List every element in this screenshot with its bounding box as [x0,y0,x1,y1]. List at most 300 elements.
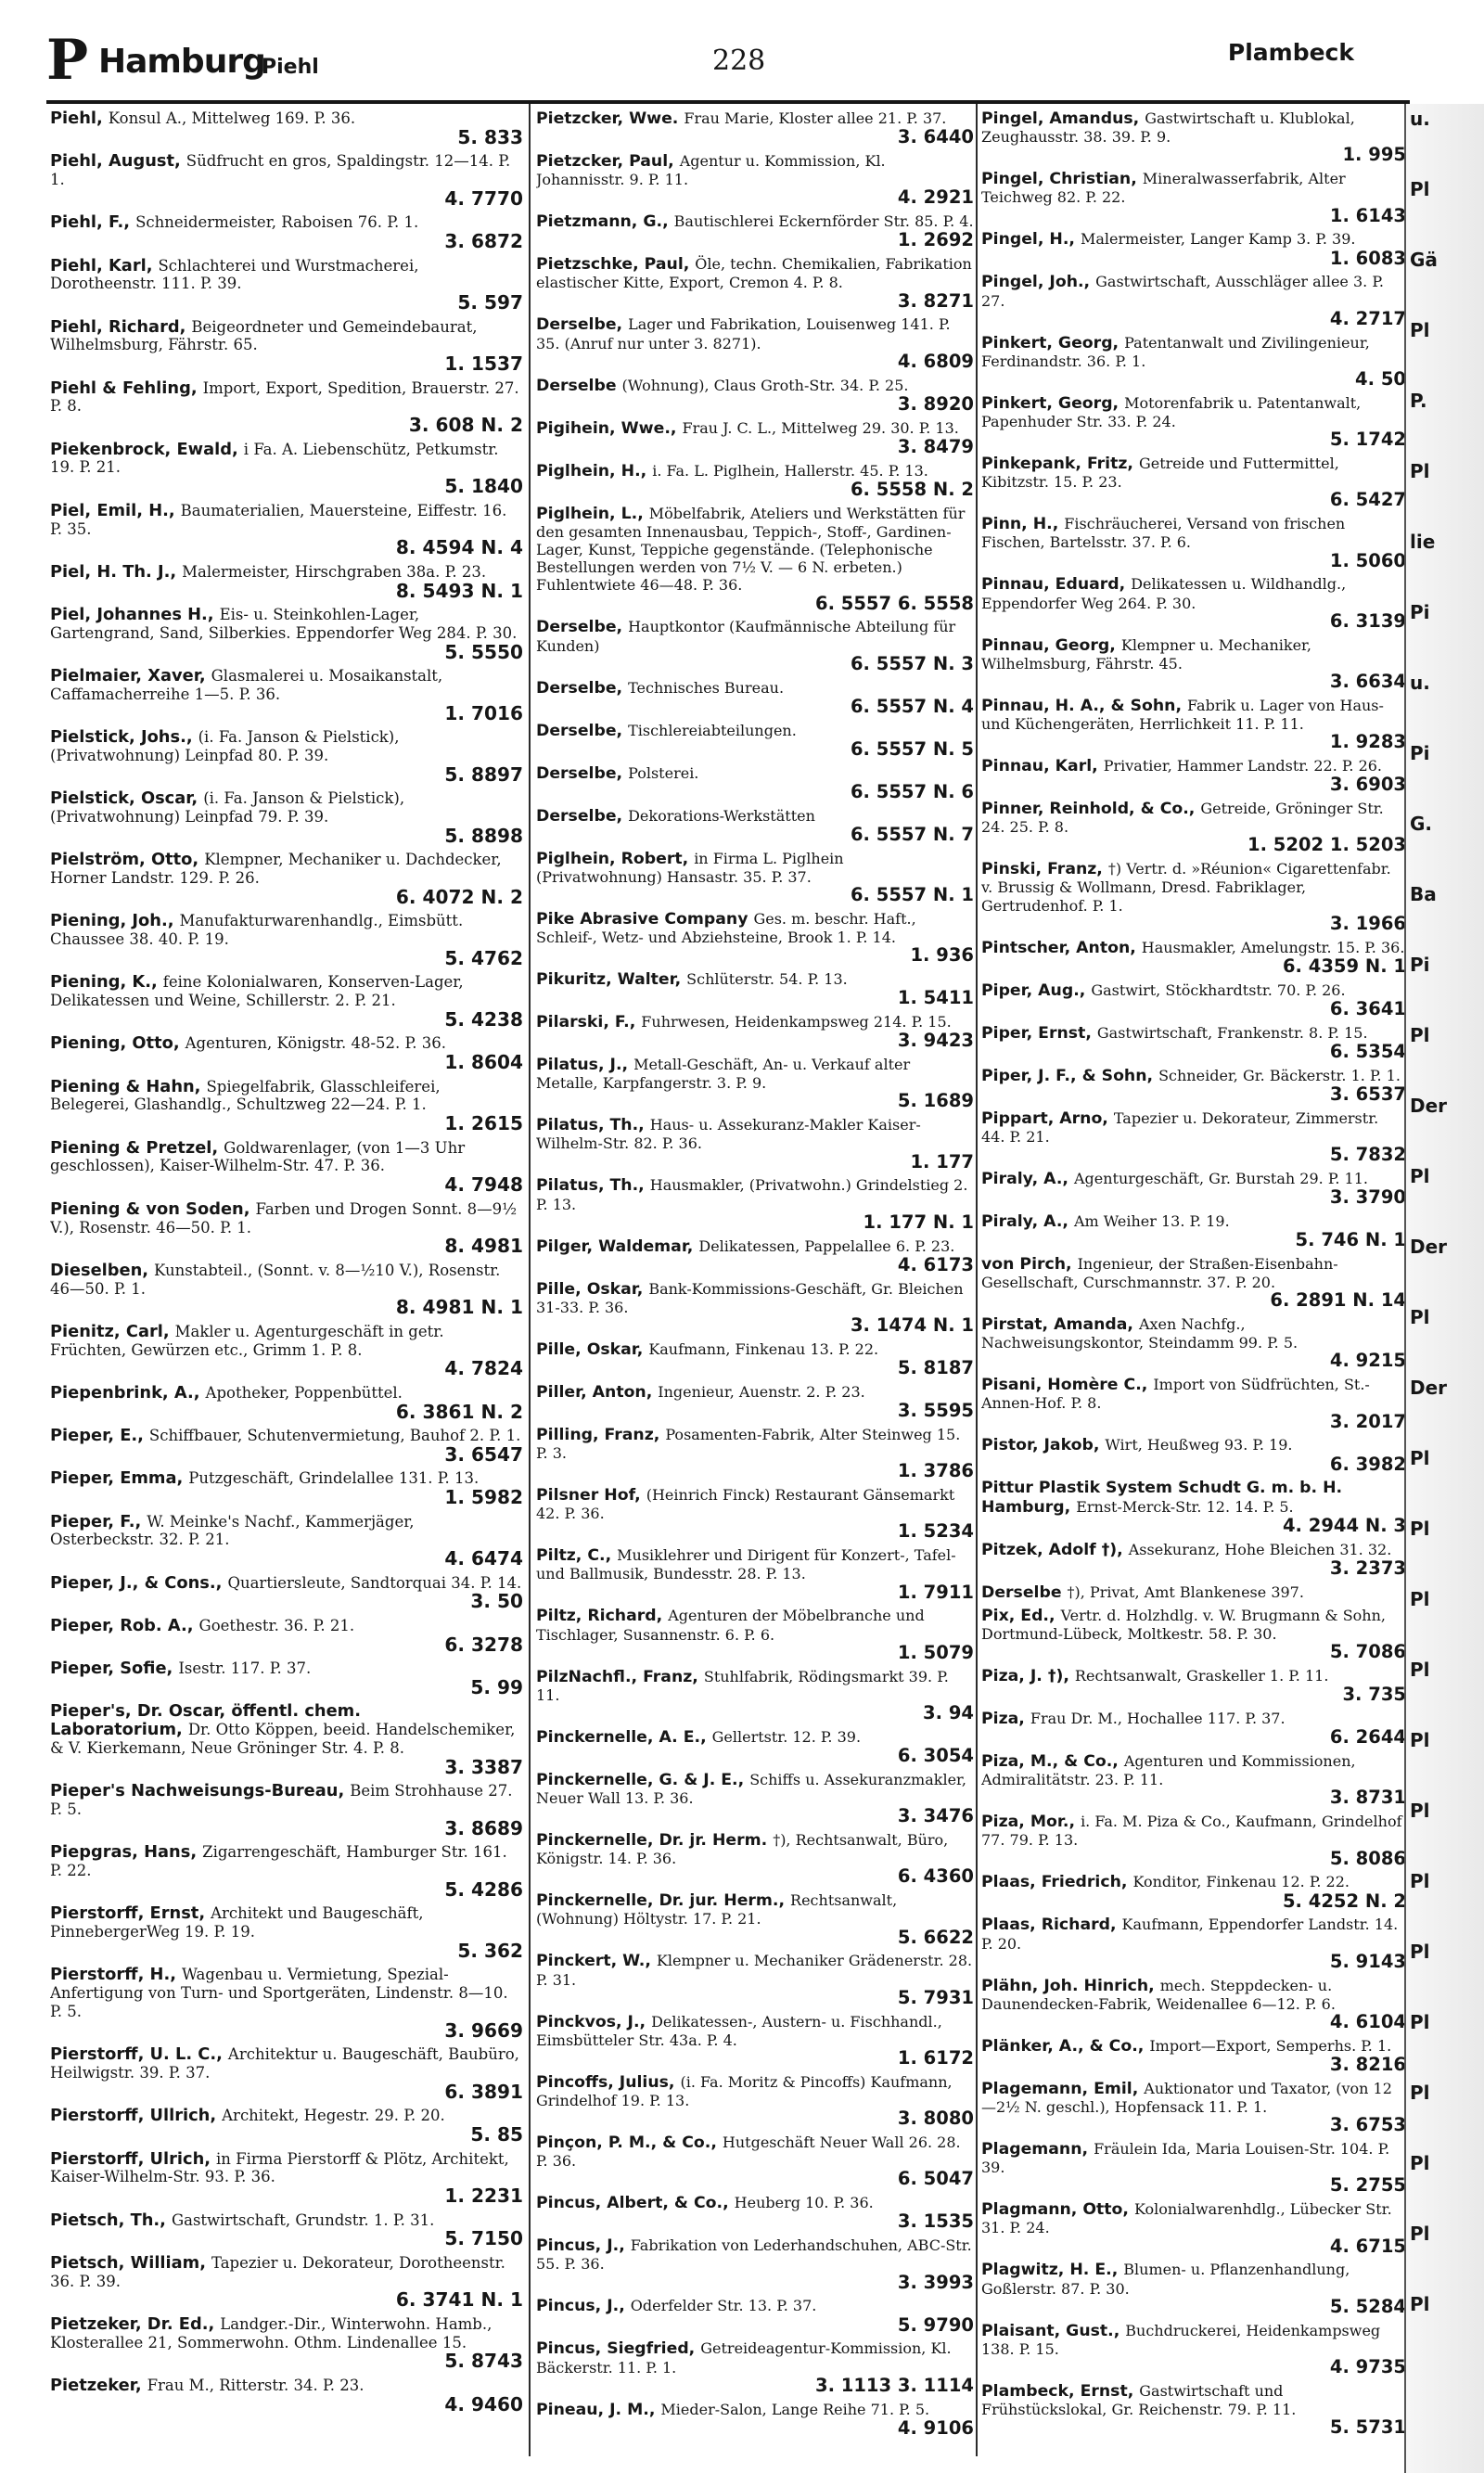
entry-phone-number: 8. 4594 N. 4 [395,536,523,559]
entry-phone-number: 5. 7832 [1329,1144,1406,1166]
entry-name: Pilger, Waldemar, [536,1236,694,1256]
directory-entry [50,1384,523,1422]
directory-entry [536,377,974,415]
entry-details: Goethestr. 36. P. 21. [198,1616,355,1634]
directory-entry [981,1109,1406,1165]
entry-name: Pinckernelle, Dr. jur. Herm., [536,1891,786,1911]
entry-details: Hauptkontor (Kaufmännische Abteilung für Kunden) [536,618,956,655]
directory-entry [50,441,523,497]
entry-phone-number: 8. 4981 N. 1 [395,1296,523,1319]
edge-fragment: Pi [1410,601,1430,623]
entry-details: Möbelfabrik, Ateliers und Werkstätten für den gesamten Innenausbau, Teppich-, Stoff-, Gardinen-Lager, Kunst, Teppiche gegenstände. (Telephonische Bestellungen werden von 7½ V. — 6 N. erbeten.) Fuhlentwiete 46—48. P. 36. [536,504,966,595]
entry-name: Piepenbrink, A., [50,1382,200,1403]
directory-entry [50,502,523,558]
entry-details: Musiklehrer und Dirigent für Konzert-, Tafel- und Ballmusik, Bundesstr. 28. P. 13. [536,1546,956,1583]
entry-details: Polsterei. [628,763,699,782]
entry-name: Piening, K., [50,972,158,993]
directory-entry [50,1200,523,1257]
adjacent-page-sheet [1406,104,1484,2473]
directory-entry [536,1280,974,1336]
entry-phone-number: 3. 3993 [897,2271,974,2293]
entry-phone-number: 5. 746 N. 1 [1295,1229,1406,1251]
entry-phone-number: 1. 5234 [897,1520,974,1543]
entry-name: Piekenbrock, Ewald, [50,439,238,459]
entry-details: Frau J. C. L., Mittelweg 29. 30. P. 13. [682,418,959,437]
entry-phone-number: 4. 6715 [1329,2235,1406,2257]
entry-name: Pittur Plastik System Schudt G. m. b. H. Hamburg, [981,1479,1343,1517]
entry-name: Pinski, Franz, [981,860,1103,879]
entry-details: Am Weiher 13. P. 19. [1073,1211,1230,1230]
entry-details: Bank-Kommissions-Geschäft, Gr. Bleichen 31-33. P. 36. [536,1279,964,1316]
entry-details: Klempner, Mechaniker u. Dachdecker, Horner Landstr. 129. P. 26. [50,851,502,888]
entry-details: Import, Export, Spedition, Brauerstr. 27. P. 8. [50,378,519,416]
directory-entry [50,1617,523,1655]
entry-details: Tischlereiabteilungen. [628,721,797,739]
entry-name: Piper, Ernst, [981,1023,1092,1043]
directory-entry [50,1904,523,1961]
entry-name: Pierstorff, U. L. C., [50,2044,223,2065]
entry-details: Frau Dr. M., Hochallee 117. P. 37. [1030,1710,1286,1728]
entry-phone-number: 3. 8689 [444,1816,523,1839]
entry-details: Landger.-Dir., Winterwohn. Hamb., Klosterallee 21, Sommerwohn. Othm. Lindenallee 15. [50,2314,493,2351]
column-2 [536,109,974,2456]
edge-fragment: Pl [1410,2223,1430,2245]
entry-details: Spiegelfabrik, Glasschleiferei, Belegerei, Glashandlg., Schultzweg 22—24. P. 1. [50,1077,441,1114]
entry-details: Getreideagentur-Kommission, Kl. Bäckerstr. 11. P. 1. [536,2339,952,2377]
entry-name: Pinckernelle, Dr. jr. Herm. [536,1831,768,1851]
entry-phone-number: 3. 6440 [897,126,974,148]
directory-entry [536,1237,974,1275]
directory-entry [536,807,974,845]
entry-phone-number: 3. 8920 [897,392,974,415]
entry-name: Piza, Mor., [981,1813,1076,1832]
directory-entry [981,2080,1406,2135]
entry-name: Pirstat, Amanda, [981,1315,1133,1335]
edge-fragment: Der [1410,1095,1448,1117]
entry-phone-number: 6. 5557 N. 5 [850,737,974,760]
entry-phone-number: 3. 3476 [897,1805,974,1827]
entry-phone-number: 3. 6903 [1329,774,1406,796]
entry-details: Gastwirtschaft und Frühstückslokal, Gr. Reichenstr. 79. P. 11. [981,2381,1297,2419]
entry-name: Piglhein, Robert, [536,849,689,868]
directory-entry [981,860,1406,933]
entry-details: Agenturen und Kommissionen, Admiralitätstr. 23. P. 11. [981,1752,1356,1789]
entry-details: Gellertstr. 12. P. 39. [711,1727,862,1746]
entry-phone-number: 5. 4238 [444,1007,523,1031]
directory-entry [981,2037,1406,2075]
entry-details: Agenturen der Möbelbranche und Tischlager, Susannenstr. 6. P. 6. [536,1607,925,1644]
entry-details: Schlüterstr. 54. P. 13. [686,970,848,989]
entry-phone-number: 3. 3790 [1329,1186,1406,1209]
directory-entry [50,213,523,251]
directory-entry [50,2377,523,2415]
directory-entry [981,2140,1406,2196]
directory-entry [981,1436,1406,1474]
entry-name: Piza, M., & Co., [981,1752,1119,1772]
entry-name: Piel, H. Th. J., [50,561,177,582]
entry-phone-number: 1. 995 [1342,144,1406,166]
entry-details: Gastwirtschaft u. Klublokal, Zeughausstr. 38. 39. P. 9. [981,109,1355,147]
entry-details: Axen Nachfg., Nachweisungskontor, Steindamm 99. P. 5. [981,1315,1298,1352]
entry-phone-number: 5. 4762 [444,946,523,969]
entry-phone-number: 3. 6634 [1329,671,1406,693]
directory-entry [981,575,1406,631]
entry-name: Pix, Ed., [981,1606,1055,1625]
directory-entry [536,850,974,905]
directory-entry [50,1323,523,1379]
entry-phone-number: 3. 5595 [897,1400,974,1422]
entry-details: Heuberg 10. P. 36. [734,2194,874,2212]
entry-phone-number: 4. 6809 [897,350,974,372]
directory-entry [981,1752,1406,1808]
entry-name: Pingel, Amandus, [981,109,1140,128]
entry-phone-number: 4. 9106 [897,2416,974,2439]
entry-name: Pike Abrasive Company [536,909,748,929]
entry-details: i Fa. A. Liebenschütz, Petkumstr. 19. P. 21. [50,440,499,477]
entry-phone-number: 6. 5557 N. 4 [850,695,974,717]
entry-phone-number: 3. 1535 [897,2210,974,2233]
directory-entry [50,1843,523,1900]
edge-fragment: Pi [1410,742,1430,764]
entry-phone-number: 6. 4360 [897,1865,974,1888]
directory-entry [536,1668,974,1723]
entry-phone-number: 5. 5731 [1329,2416,1406,2439]
entry-details: Kunstabteil., (Sonnt. v. 8—½10 V.), Rosenstr. 46—50. P. 1. [50,1261,501,1298]
entry-name: Pippart, Arno, [981,1108,1108,1128]
directory-entry [981,1376,1406,1431]
entry-phone-number: 1. 2692 [897,229,974,251]
directory-entry [50,1469,523,1507]
directory-entry [536,152,974,208]
entry-phone-number: 3. 1966 [1329,912,1406,934]
entry-phone-number: 5. 7086 [1329,1641,1406,1663]
entry-details: Makler u. Agenturgeschäft in getr. Früchten, Gewürzen etc., Grimm 1. P. 8. [50,1322,444,1359]
entry-phone-number: 5. 5284 [1329,2295,1406,2317]
entry-details: Architektur u. Baugeschäft, Baubüro, Heilwigstr. 39. P. 37. [50,2045,519,2082]
edge-fragment: Pl [1410,1800,1430,1822]
directory-entry [536,2297,974,2335]
entry-phone-number: 5. 1689 [897,1090,974,1112]
edge-fragment: Pl [1410,2082,1430,2104]
entry-details: Südfrucht en gros, Spaldingstr. 12—14. P. 1. [50,152,511,189]
entry-details: Gastwirtschaft, Frankenstr. 8. P. 15. [1096,1023,1368,1042]
entry-phone-number: 4. 2921 [897,186,974,209]
entry-name: Pingel, Christian, [981,170,1137,189]
entry-name: Pinckvos, J., [536,2012,646,2031]
column-divider [529,104,531,2456]
entry-phone-number: 3. 608 N. 2 [408,414,523,437]
entry-details: Wirt, Heußweg 93. P. 19. [1105,1436,1293,1454]
page-number: 228 [712,45,766,77]
directory-entry [536,722,974,760]
entry-name: Piehl, [50,109,103,128]
entry-details: Dekorations-Werkstätten [628,806,815,825]
entry-phone-number: 4. 6474 [444,1547,523,1570]
entry-phone-number: 1. 1537 [444,352,523,376]
column-3 [981,109,1406,2456]
entry-name: Pincus, J., [536,2236,625,2256]
directory-entry [50,2150,523,2207]
entry-name: Pinckernelle, G. & J. E., [536,1770,745,1789]
entry-details: Delikatessen-, Austern- u. Fischhandl., Eimsbütteler Str. 43a. P. 4. [536,2012,942,2049]
directory-entry [981,1873,1406,1911]
entry-details: Kolonialwarenhdlg., Lübecker Str. 31. P. 24. [981,2200,1392,2237]
entry-phone-number: 1. 177 N. 1 [863,1211,974,1233]
entry-phone-number: 1. 8604 [444,1051,523,1074]
entry-phone-number: 4. 50 [1355,368,1406,391]
entry-name: Pingel, Joh., [981,273,1091,292]
entry-phone-number: 6. 3861 N. 2 [395,1400,523,1423]
directory-entry [50,379,523,436]
entry-details: Ingenieur, der Straßen-Eisenbahn-Gesellschaft, Curschmannstr. 37. P. 20. [981,1254,1338,1292]
entry-phone-number: 4. 6104 [1329,2011,1406,2033]
entry-name: Piper, J. F., & Sohn, [981,1066,1154,1085]
entry-phone-number: 1. 2231 [444,2185,523,2208]
entry-name: Pinkert, Georg, [981,393,1119,413]
entry-details: Quartiersleute, Sandtorquai 34. P. 14. [227,1573,522,1592]
entry-details: Architekt, Hegestr. 29. P. 20. [222,2107,445,2125]
entry-details: Konditor, Finkenau 12. P. 22. [1132,1873,1350,1891]
entry-details: †) Vertr. d. »Réunion« Cigarettenfabr. v. Brussig & Wollmann, Dresd. Fabriklager, Gertrudenhof. P. 1. [981,860,1391,915]
directory-entry [536,618,974,673]
entry-name: Pille, Oskar, [536,1339,644,1359]
edge-fragment: Pl [1410,460,1430,482]
entry-phone-number: 5. 8086 [1329,1847,1406,1869]
entry-details: Tapezier u. Dekorateur, Dorotheenstr. 36. P. 39. [50,2253,505,2290]
entry-name: Pikuritz, Walter, [536,970,682,990]
entry-name: Pincus, Albert, & Co., [536,2194,729,2213]
entry-phone-number: 5. 362 [457,1939,523,1962]
entry-name: Pilatus, Th., [536,1116,645,1135]
edge-fragment: Der [1410,1236,1448,1258]
entry-name: Pincus, Siegfried, [536,2339,696,2359]
edge-fragment: u. [1410,672,1430,694]
directory-entry [536,1013,974,1051]
directory-entry [981,1170,1406,1208]
entry-name: Pierstorff, Ullrich, [50,2106,217,2126]
entry-details: Kaufmann, Finkenau 13. P. 22. [648,1339,879,1358]
entry-name: Pietzcker, Paul, [536,152,674,171]
entry-details: (i. Fa. Janson & Pielstick), (Privatwohnung) Leinpfad 80. P. 39. [50,728,400,764]
entry-details: in Firma L. Piglhein (Privatwohnung) Hansastr. 35. P. 37. [536,849,844,886]
directory-entry [536,1891,974,1947]
entry-name: Pieper, E., [50,1426,144,1446]
entry-name: Pincoffs, Julius, [536,2072,675,2092]
entry-phone-number: 3. 2017 [1329,1410,1406,1432]
entry-name: Pielstick, Johs., [50,727,193,748]
entry-name: Pieper, Emma, [50,1468,184,1489]
directory-entry [536,1952,974,2007]
entry-name: Plaisant, Gust., [981,2321,1120,2340]
entry-phone-number: 6. 3982 [1329,1453,1406,1475]
entry-name: Pille, Oskar, [536,1279,644,1299]
entry-phone-number: 6. 3278 [444,1633,523,1656]
directory-entry [50,2211,523,2249]
entry-phone-number: 6. 5047 [897,2168,974,2190]
entry-name: Pinnau, Georg, [981,635,1116,655]
edge-fragment: Pl [1410,1941,1430,1963]
entry-phone-number: 5. 2755 [1329,2174,1406,2197]
entry-phone-number: 1. 9283 [1329,731,1406,753]
directory-entry [536,2073,974,2129]
entry-phone-number: 3. 6537 [1329,1083,1406,1105]
entry-phone-number: 4. 7824 [444,1357,523,1380]
edge-fragment: Pl [1410,178,1430,200]
directory-entry [981,515,1406,570]
entry-name: Pietzmann, G., [536,212,669,232]
entry-details: Agenturgeschäft, Gr. Burstah 29. P. 11. [1073,1169,1368,1187]
directory-entry [536,1546,974,1602]
entry-name: Pierstorff, Ulrich, [50,2148,211,2169]
entry-name: Pieper, Rob. A., [50,1615,194,1635]
entry-name: Pilling, Franz, [536,1425,660,1444]
directory-entry [536,1607,974,1662]
directory-entry [50,2315,523,2372]
entry-details: i. Fa. L. Piglhein, Hallerstr. 45. P. 13. [652,461,928,480]
directory-entry [536,212,974,250]
entry-phone-number: 1. 6143 [1329,204,1406,226]
entry-name: Pingel, H., [981,230,1075,250]
entry-details: Ingenieur, Auenstr. 2. P. 23. [658,1382,865,1401]
entry-details: i. Fa. M. Piza & Co., Kaufmann, Grindelhof 77. 79. P. 13. [981,1813,1402,1850]
entry-details: Import von Südfrüchten, St.-Annen-Hof. P. 8. [981,1376,1370,1413]
entry-details: Auktionator und Taxator, (von 12—2½ N. geschl.), Hopfensack 11. P. 1. [981,2079,1392,2117]
directory-entry [50,2254,523,2311]
entry-details: Malermeister, Langer Kamp 3. P. 39. [1081,230,1356,249]
directory-entry [981,1479,1406,1535]
entry-phone-number: 4. 9215 [1329,1350,1406,1372]
directory-entry [536,505,974,614]
entry-name: Piraly, A., [981,1169,1068,1188]
entry-name: Plagmann, Otto, [981,2200,1129,2220]
entry-phone-number: 6. 5557 N. 1 [850,884,974,906]
entry-details: Schiffbauer, Schutenvermietung, Bauhof 2. P. 1. [148,1427,521,1445]
edge-fragment: Pl [1410,1659,1430,1681]
entry-name: Piehl & Fehling, [50,378,198,398]
entry-details: Delikatessen u. Wildhandlg., Eppendorfer Weg 264. P. 30. [981,575,1347,612]
entry-name: Plaas, Richard, [981,1916,1117,1935]
entry-phone-number: 6. 3139 [1329,609,1406,632]
entry-name: Pinkepank, Fritz, [981,455,1133,474]
entry-name: Pieper, Sofie, [50,1659,173,1679]
entry-name: Piehl, Richard, [50,316,186,337]
directory-entry [981,1916,1406,1971]
entry-details: Klempner u. Mechaniker, Wilhelmsburg, Fährstr. 45. [981,635,1312,673]
entry-name: Piltz, Richard, [536,1607,663,1626]
entry-phone-number: 3. 1113 3. 1114 [814,2374,974,2396]
edge-fragment: Pl [1410,1518,1430,1540]
entry-name: Piglhein, H., [536,461,647,481]
entry-details: Getreide, Gröninger Str. 24. 25. P. 8. [981,800,1384,837]
edge-fragment: Gä [1410,249,1438,271]
entry-name: Piper, Aug., [981,980,1086,1000]
directory-entry [50,257,523,314]
directory-entry [536,1486,974,1542]
entry-details: Schneider, Gr. Bäckerstr. 1. P. 1. [1158,1066,1401,1084]
entry-phone-number: 1. 6172 [897,2047,974,2069]
entry-phone-number: 5. 1840 [444,475,523,498]
directory-entry [50,1782,523,1839]
entry-phone-number: 5. 8897 [444,762,523,786]
directory-entry [50,318,523,375]
edge-fragment: Pl [1410,1588,1430,1610]
entry-name: Piltz, C., [536,1546,612,1566]
entry-name: Pienitz, Carl, [50,1321,170,1341]
entry-phone-number: 6. 4359 N. 1 [1282,955,1406,977]
directory-entry [50,1574,523,1612]
entry-details: Frau Marie, Kloster allee 21. P. 37. [684,109,947,127]
entry-name: Derselbe [981,1582,1062,1602]
entry-name: Pieper's Nachweisungs-Bureau, [50,1781,345,1801]
entry-details: Agentur u. Kommission, Kl. Johannisstr. 9. P. 11. [536,152,886,189]
header-rule [46,100,1410,104]
directory-entry [50,1034,523,1072]
edge-fragment: Pl [1410,2152,1430,2174]
entry-phone-number: 3. 1474 N. 1 [850,1314,974,1337]
entry-name: Pinnau, Eduard, [981,575,1126,595]
entry-details: Fuhrwesen, Heidenkampsweg 214. P. 15. [641,1013,952,1031]
entry-phone-number: 1. 6083 [1329,247,1406,269]
entry-phone-number: 6. 5557 N. 7 [850,823,974,845]
entry-name: Derselbe, [536,763,623,783]
entry-name: Pietsch, Th., [50,2210,166,2230]
entry-phone-number: 5. 7931 [897,1986,974,2008]
directory-entry [981,1813,1406,1868]
directory-entry [981,981,1406,1019]
directory-entry [536,462,974,500]
directory-entry [981,1607,1406,1662]
entry-name: Plaas, Friedrich, [981,1873,1128,1892]
entry-phone-number: 4. 9735 [1329,2356,1406,2378]
edge-fragment: Der [1410,1377,1448,1399]
entry-phone-number: 6. 3641 [1329,997,1406,1019]
entry-details: Technisches Bureau. [628,678,785,697]
entry-phone-number: 6. 5427 [1329,489,1406,511]
directory-entry [536,2339,974,2395]
entry-phone-number: 6. 3054 [897,1745,974,1767]
entry-details: Stuhlfabrik, Rödingsmarkt 39. P. 11. [536,1667,949,1704]
entry-name: Pinkert, Georg, [981,333,1119,352]
entry-phone-number: 3. 9423 [897,1030,974,1052]
entry-name: Piza, J. †), [981,1667,1069,1686]
entry-name: Pilatus, J., [536,1056,629,1075]
entry-details: Haus- u. Assekuranz-Makler Kaiser-Wilhelm-Str. 82. P. 36. [536,1116,921,1153]
entry-details: Rechtsanwalt, (Wohnung) Höltystr. 17. P. 21. [536,1891,898,1928]
directory-entry [50,1966,523,2041]
entry-phone-number: 5. 8898 [444,824,523,847]
entry-details: Getreide und Futtermittel, Kibitzstr. 15. P. 23. [981,455,1339,492]
directory-entry [981,2261,1406,2316]
entry-name: Plänker, A., & Co., [981,2036,1145,2056]
entry-details: Gastwirt, Stöckhardtstr. 70. P. 26. [1091,980,1346,999]
directory-entry [981,800,1406,855]
entry-details: Ernst-Merck-Str. 12. 14. P. 5. [1076,1497,1294,1516]
directory-entry [981,1667,1406,1705]
directory-entry [981,455,1406,510]
directory-entry [536,1426,974,1481]
entry-phone-number: 6. 5557 6. 5558 [814,592,974,614]
entry-details: Farben und Drogen Sonnt. 8—9½ V.), Rosenstr. 46—50. P. 1. [50,1199,518,1236]
edge-fragment: Pl [1410,1870,1430,1892]
entry-details: Schneidermeister, Raboisen 76. P. 1. [135,213,419,232]
directory-entry [50,667,523,724]
entry-name: Pinnau, H. A., & Sohn, [981,696,1183,715]
entry-name: Pintscher, Anton, [981,938,1136,957]
entry-details: Glasmalerei u. Mosaikanstalt, Caffamacherreihe 1—5. P. 36. [50,667,443,703]
entry-name: Pielström, Otto, [50,850,199,870]
entry-phone-number: 5. 99 [470,1675,523,1698]
entry-phone-number: 3. 8271 [897,289,974,312]
